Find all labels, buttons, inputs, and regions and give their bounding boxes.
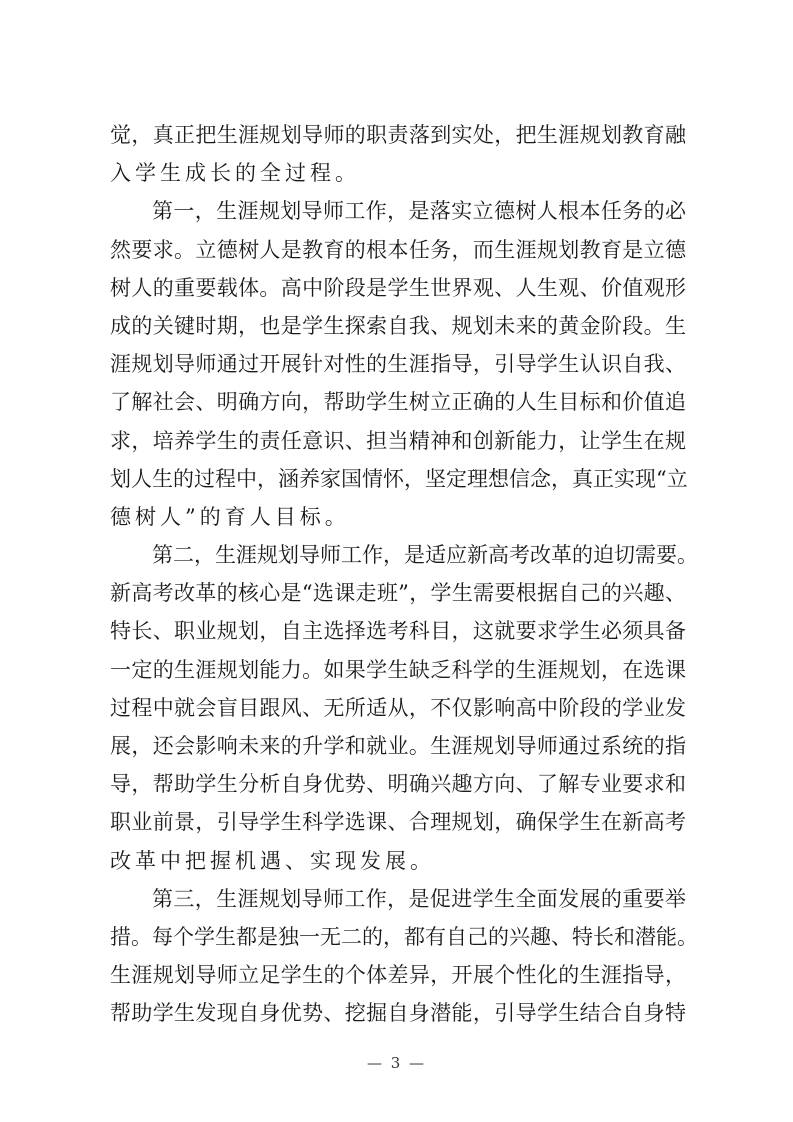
text-line: 新高考改革的核心是“选课走班”，学生需要根据自己的兴趣、 [110,581,686,606]
text-line: 生涯规划导师立足学生的个体差异，开展个性化的生涯指导， [110,963,686,988]
text-line: 措。每个学生都是独一无二的，都有自己的兴趣、特长和潜能。 [110,924,698,949]
text-line: 展，还会影响未来的升学和就业。生涯规划导师通过系统的指 [110,734,686,758]
text-line: 求，培养学生的责任意识、担当精神和创新能力，让学生在规 [110,428,686,453]
text-line: 树人的重要载体。高中阶段是学生世界观、人生观、价值观形 [110,275,686,300]
text-line: 导，帮助学生分析自身优势、明确兴趣方向、了解专业要求和 [110,772,686,797]
text-line: 了解社会、明确方向，帮助学生树立正确的人生目标和价值追 [110,390,686,415]
text-line: 入学生成长的全过程。 [110,161,360,186]
text-line: 改革中把握机遇、实现发展。 [110,848,435,873]
text-line: 职业前景，引导学生科学选课、合理规划，确保学生在新高考 [110,810,686,835]
text-line: 特长、职业规划，自主选择选考科目，这就要求学生必须具备 [110,619,686,644]
text-line: 然要求。立德树人是教育的根本任务，而生涯规划教育是立德 [110,237,686,262]
text-line: 涯规划导师通过开展针对性的生涯指导，引导学生认识自我、 [110,352,686,377]
text-line: 觉，真正把生涯规划导师的职责落到实处，把生涯规划教育融 [110,123,686,147]
text-line: 德树人”的育人目标。 [110,504,350,529]
text-line: 第三，生涯规划导师工作，是促进学生全面发展的重要举 [152,886,686,911]
document-body [110,116,698,1033]
text-line: 第一，生涯规划导师工作，是落实立德树人根本任务的必 [152,199,686,224]
page-number: — 3 — [366,1054,427,1072]
text-line: 成的关键时期，也是学生探索自我、规划未来的黄金阶段。生 [110,313,686,338]
text-line: 帮助学生发现自身优势、挖掘自身潜能，引导学生结合自身特 [110,1001,686,1026]
text-line: 过程中就会盲目跟风、无所适从，不仅影响高中阶段的学业发 [110,695,686,720]
text-line: 划人生的过程中，涵养家国情怀，坚定理想信念，真正实现“立 [110,466,688,491]
text-line: 一定的生涯规划能力。如果学生缺乏科学的生涯规划，在选课 [110,657,686,682]
text-line: 第二，生涯规划导师工作，是适应新高考改革的迫切需要。 [152,543,698,568]
